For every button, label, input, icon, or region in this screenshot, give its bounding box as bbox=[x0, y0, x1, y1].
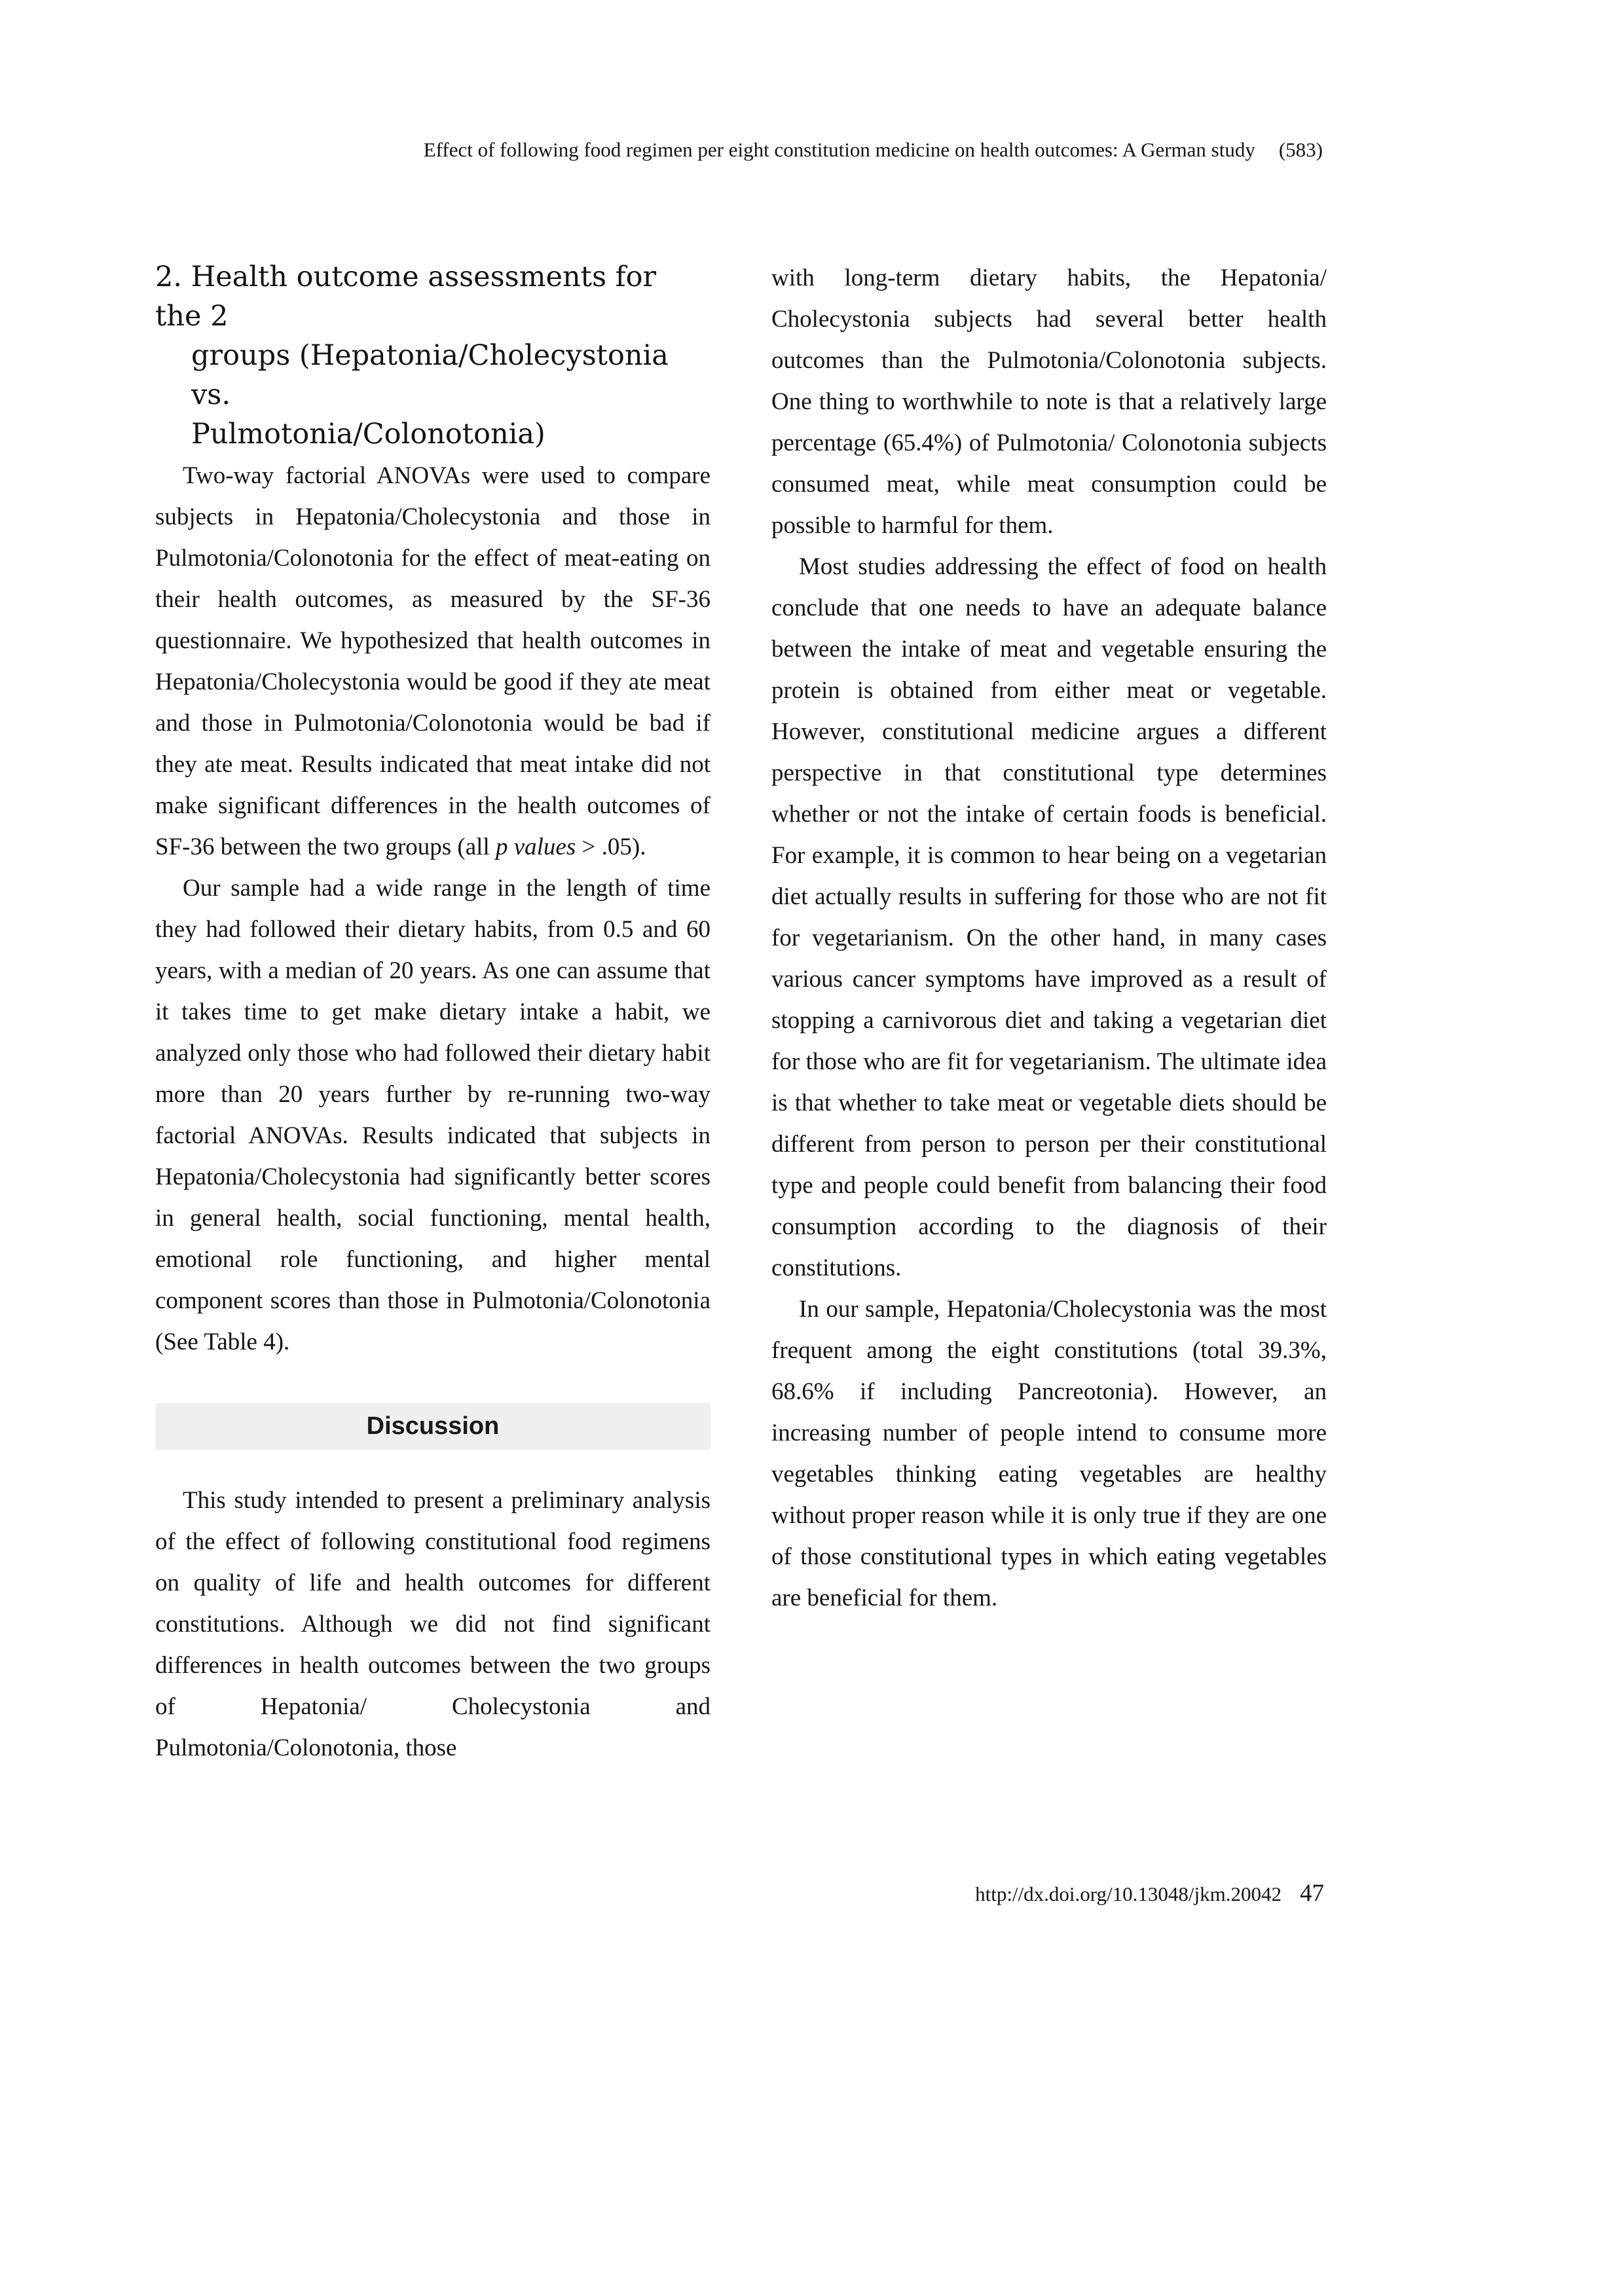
results-paragraph-1-end: > .05). bbox=[581, 834, 646, 860]
left-column bbox=[155, 257, 710, 1769]
results-paragraph-1-text: Two-way factorial ANOVAs were used to compare subjects in Hepatonia/Cholecystonia and those in Pulmotonia/Colonotonia for the effect of meat-eating on their health outcomes, as measured by the SF-36 questionnaire. We hypothesized that health outcomes in Hepatonia/Cholecystonia would be good if they ate meat and those in Pulmotonia/Colonotonia would be bad if they ate meat. Results indicated that meat intake did not make significant differences in the health outcomes of SF-36 between the two groups (all bbox=[155, 462, 710, 860]
p-values-italic: p values bbox=[495, 834, 576, 860]
running-title: Effect of following food regimen per eight constitution medicine on health outcomes: A German study bbox=[423, 138, 1255, 161]
doi-link[interactable]: http://dx.doi.org/10.13048/jkm.20042 bbox=[975, 1882, 1282, 1905]
running-header bbox=[347, 136, 1323, 164]
discussion-paragraph-1-continued: with long-term dietary habits, the Hepatonia/ Cholecystonia subjects had several better health outcomes than the Pulmotonia/Colonotonia subjects. One thing to worthwhile to note is that a relatively large percentage (65.4%) of Pulmotonia/ Colonotonia subjects consumed meat, while meat consumption could be possible to harmful for them. bbox=[771, 265, 1327, 539]
discussion-paragraph-1: This study intended to present a preliminary analysis of the effect of following constitutional food regimens on quality of life and health outcomes for different constitutions. Although we did not find significant differences in health outcomes between the two groups of Hepatonia/ Cholecystonia and Pulmotonia/Colonotonia, those bbox=[155, 1487, 710, 1761]
page-footer bbox=[851, 1879, 1324, 1907]
page-reference: (583) bbox=[1278, 138, 1323, 161]
section-heading-line1: 2. Health outcome assessments for the 2 bbox=[155, 261, 657, 333]
discussion-heading: Discussion bbox=[155, 1403, 710, 1450]
results-paragraph-1 bbox=[155, 455, 710, 868]
discussion-paragraph-2: Most studies addressing the effect of food on health conclude that one needs to have an adequate balance between the intake of meat and vegetable ensuring the protein is obtained from either meat or vegetable. However, constitutional medicine argues a different perspective in that constitutional type determines whether or not the intake of certain foods is beneficial. For example, it is common to hear being on a vegetarian diet actually results in suffering for those who are not fit for vegetarianism. On the other hand, in many cases various cancer symptoms have improved as a result of stopping a carnivorous diet and taking a vegetarian diet for those who are fit for vegetarianism. The ultimate idea is that whether to take meat or vegetable diets should be different from person to person per their constitutional type and people could benefit from balancing their food consumption according to the diagnosis of their constitutions. bbox=[771, 553, 1327, 1281]
section-heading-line3: Pulmotonia/Colonotonia) bbox=[191, 418, 545, 450]
right-column bbox=[771, 257, 1327, 1619]
results-paragraph-2: Our sample had a wide range in the length of time they had followed their dietary habits, from 0.5 and 60 years, with a median of 20 years. As one can assume that it takes time to get make dietary intake a habit, we analyzed only those who had followed their dietary habit more than 20 years further by re-running two-way factorial ANOVAs. Results indicated that subjects in Hepatonia/Cholecystonia had significantly better scores in general health, social functioning, mental health, emotional role functioning, and higher mental component scores than those in Pulmotonia/Colonotonia (See Table 4). bbox=[155, 875, 710, 1355]
discussion-paragraph-3: In our sample, Hepatonia/Cholecystonia was the most frequent among the eight constitutions (total 39.3%, 68.6% if including Pancreotonia). However, an increasing number of people intend to consume more vegetables thinking eating vegetables are healthy without proper reason while it is only true if they are one of those constitutional types in which eating vegetables are beneficial for them. bbox=[771, 1296, 1327, 1611]
section-heading bbox=[155, 257, 710, 454]
page-number: 47 bbox=[1300, 1880, 1324, 1907]
section-heading-line2: groups (Hepatonia/Cholecystonia vs. bbox=[191, 339, 669, 411]
